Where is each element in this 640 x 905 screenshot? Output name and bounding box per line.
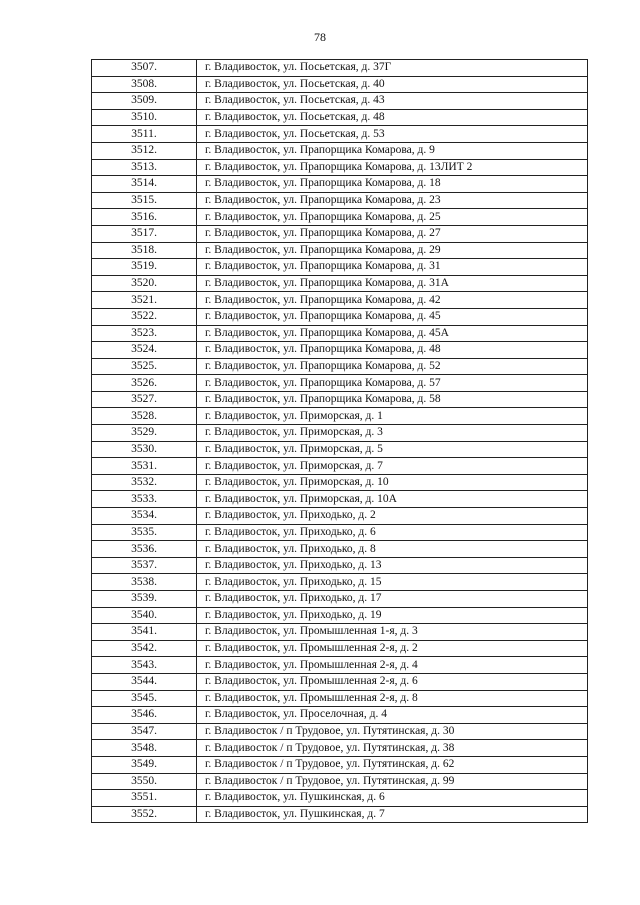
table-row — [92, 391, 588, 408]
row-address: г. Владивосток, ул. Приходько, д. 6 — [197, 524, 588, 541]
row-address: г. Владивосток, ул. Прапорщика Комарова, д. 31А — [197, 275, 588, 292]
row-address: г. Владивосток / п Трудовое, ул. Путятинская, д. 99 — [197, 773, 588, 790]
row-address: г. Владивосток, ул. Посьетская, д. 48 — [197, 109, 588, 126]
row-address: г. Владивосток, ул. Пушкинская, д. 6 — [197, 790, 588, 807]
row-address: г. Владивосток, ул. Промышленная 1-я, д. 3 — [197, 624, 588, 641]
table-row — [92, 491, 588, 508]
row-number: 3522. — [92, 308, 197, 325]
row-address: г. Владивосток, ул. Прапорщика Комарова, д. 57 — [197, 375, 588, 392]
row-address: г. Владивосток, ул. Приморская, д. 3 — [197, 425, 588, 442]
row-number: 3541. — [92, 624, 197, 641]
row-address: г. Владивосток, ул. Приходько, д. 15 — [197, 574, 588, 591]
row-number: 3520. — [92, 275, 197, 292]
row-number: 3540. — [92, 607, 197, 624]
row-number: 3516. — [92, 209, 197, 226]
row-number: 3508. — [92, 76, 197, 93]
table-row — [92, 458, 588, 475]
row-number: 3514. — [92, 176, 197, 193]
row-number: 3530. — [92, 441, 197, 458]
row-number: 3545. — [92, 690, 197, 707]
table-row — [92, 425, 588, 442]
row-number: 3551. — [92, 790, 197, 807]
row-number: 3529. — [92, 425, 197, 442]
table-row — [92, 142, 588, 159]
row-address: г. Владивосток, ул. Прапорщика Комарова, д. 45А — [197, 325, 588, 342]
table-row — [92, 275, 588, 292]
table-row — [92, 624, 588, 641]
row-number: 3544. — [92, 673, 197, 690]
page-number: 78 — [314, 30, 326, 44]
row-address: г. Владивосток, ул. Прапорщика Комарова, д. 18 — [197, 176, 588, 193]
table-row — [92, 308, 588, 325]
row-address: г. Владивосток, ул. Приморская, д. 1 — [197, 408, 588, 425]
row-number: 3550. — [92, 773, 197, 790]
table-row — [92, 524, 588, 541]
row-number: 3527. — [92, 391, 197, 408]
table-row — [92, 508, 588, 525]
row-address: г. Владивосток, ул. Приморская, д. 5 — [197, 441, 588, 458]
row-address: г. Владивосток / п Трудовое, ул. Путятинская, д. 38 — [197, 740, 588, 757]
row-number: 3511. — [92, 126, 197, 143]
table-row — [92, 408, 588, 425]
row-address: г. Владивосток, ул. Промышленная 2-я, д. 2 — [197, 640, 588, 657]
row-address: г. Владивосток, ул. Приморская, д. 7 — [197, 458, 588, 475]
row-address: г. Владивосток, ул. Приходько, д. 19 — [197, 607, 588, 624]
row-number: 3523. — [92, 325, 197, 342]
row-address: г. Владивосток, ул. Приходько, д. 17 — [197, 591, 588, 608]
row-number: 3542. — [92, 640, 197, 657]
table-row — [92, 673, 588, 690]
row-address: г. Владивосток, ул. Промышленная 2-я, д. 4 — [197, 657, 588, 674]
row-address: г. Владивосток, ул. Прапорщика Комарова, д. 48 — [197, 342, 588, 359]
table-row — [92, 76, 588, 93]
table-row — [92, 325, 588, 342]
row-number: 3507. — [92, 60, 197, 77]
table-row — [92, 474, 588, 491]
table-row — [92, 176, 588, 193]
row-number: 3533. — [92, 491, 197, 508]
row-address: г. Владивосток, ул. Приходько, д. 8 — [197, 541, 588, 558]
row-number: 3537. — [92, 557, 197, 574]
table-row — [92, 756, 588, 773]
table-row — [92, 773, 588, 790]
row-address: г. Владивосток, ул. Прапорщика Комарова, д. 29 — [197, 242, 588, 259]
row-address: г. Владивосток / п Трудовое, ул. Путятинская, д. 30 — [197, 723, 588, 740]
row-number: 3509. — [92, 93, 197, 110]
row-number: 3539. — [92, 591, 197, 608]
row-address: г. Владивосток, ул. Проселочная, д. 4 — [197, 707, 588, 724]
table-row — [92, 790, 588, 807]
row-number: 3525. — [92, 358, 197, 375]
table-row — [92, 259, 588, 276]
table-row — [92, 574, 588, 591]
row-address: г. Владивосток, ул. Прапорщика Комарова, д. 45 — [197, 308, 588, 325]
row-number: 3515. — [92, 192, 197, 209]
row-number: 3510. — [92, 109, 197, 126]
row-address: г. Владивосток, ул. Посьетская, д. 37Г — [197, 60, 588, 77]
table-row — [92, 557, 588, 574]
table-row — [92, 806, 588, 823]
row-number: 3535. — [92, 524, 197, 541]
row-number: 3521. — [92, 292, 197, 309]
row-address: г. Владивосток, ул. Промышленная 2-я, д. 6 — [197, 673, 588, 690]
address-table-body — [92, 60, 588, 823]
row-number: 3528. — [92, 408, 197, 425]
row-address: г. Владивосток, ул. Посьетская, д. 40 — [197, 76, 588, 93]
row-address: г. Владивосток, ул. Прапорщика Комарова, д. 25 — [197, 209, 588, 226]
table-row — [92, 358, 588, 375]
row-number: 3524. — [92, 342, 197, 359]
row-address: г. Владивосток, ул. Прапорщика Комарова, д. 23 — [197, 192, 588, 209]
table-row — [92, 740, 588, 757]
table-row — [92, 375, 588, 392]
table-row — [92, 292, 588, 309]
table-row — [92, 541, 588, 558]
table-row — [92, 607, 588, 624]
row-address: г. Владивосток, ул. Прапорщика Комарова, д. 13ЛИТ 2 — [197, 159, 588, 176]
table-row — [92, 126, 588, 143]
table-row — [92, 109, 588, 126]
row-number: 3538. — [92, 574, 197, 591]
row-number: 3513. — [92, 159, 197, 176]
table-row — [92, 640, 588, 657]
row-number: 3552. — [92, 806, 197, 823]
row-address: г. Владивосток / п Трудовое, ул. Путятинская, д. 62 — [197, 756, 588, 773]
row-number: 3547. — [92, 723, 197, 740]
table-row — [92, 159, 588, 176]
row-number: 3546. — [92, 707, 197, 724]
row-address: г. Владивосток, ул. Прапорщика Комарова, д. 58 — [197, 391, 588, 408]
row-address: г. Владивосток, ул. Посьетская, д. 43 — [197, 93, 588, 110]
row-number: 3518. — [92, 242, 197, 259]
row-number: 3548. — [92, 740, 197, 757]
row-address: г. Владивосток, ул. Приходько, д. 13 — [197, 557, 588, 574]
table-row — [92, 209, 588, 226]
table-row — [92, 242, 588, 259]
row-number: 3549. — [92, 756, 197, 773]
row-number: 3517. — [92, 225, 197, 242]
row-address: г. Владивосток, ул. Приморская, д. 10 — [197, 474, 588, 491]
row-number: 3519. — [92, 259, 197, 276]
row-address: г. Владивосток, ул. Промышленная 2-я, д. 8 — [197, 690, 588, 707]
table-row — [92, 225, 588, 242]
table-row — [92, 707, 588, 724]
row-address: г. Владивосток, ул. Прапорщика Комарова, д. 27 — [197, 225, 588, 242]
row-number: 3532. — [92, 474, 197, 491]
table-row — [92, 723, 588, 740]
row-address: г. Владивосток, ул. Посьетская, д. 53 — [197, 126, 588, 143]
table-row — [92, 342, 588, 359]
address-table — [91, 59, 588, 823]
table-row — [92, 60, 588, 77]
row-number: 3531. — [92, 458, 197, 475]
table-row — [92, 690, 588, 707]
row-address: г. Владивосток, ул. Прапорщика Комарова, д. 42 — [197, 292, 588, 309]
table-row — [92, 657, 588, 674]
row-number: 3526. — [92, 375, 197, 392]
row-number: 3534. — [92, 508, 197, 525]
row-number: 3536. — [92, 541, 197, 558]
row-number: 3543. — [92, 657, 197, 674]
row-address: г. Владивосток, ул. Прапорщика Комарова, д. 31 — [197, 259, 588, 276]
row-address: г. Владивосток, ул. Прапорщика Комарова, д. 9 — [197, 142, 588, 159]
table-row — [92, 93, 588, 110]
row-address: г. Владивосток, ул. Прапорщика Комарова, д. 52 — [197, 358, 588, 375]
row-address: г. Владивосток, ул. Приморская, д. 10А — [197, 491, 588, 508]
table-row — [92, 441, 588, 458]
row-address: г. Владивосток, ул. Пушкинская, д. 7 — [197, 806, 588, 823]
row-number: 3512. — [92, 142, 197, 159]
table-row — [92, 591, 588, 608]
row-address: г. Владивосток, ул. Приходько, д. 2 — [197, 508, 588, 525]
table-row — [92, 192, 588, 209]
